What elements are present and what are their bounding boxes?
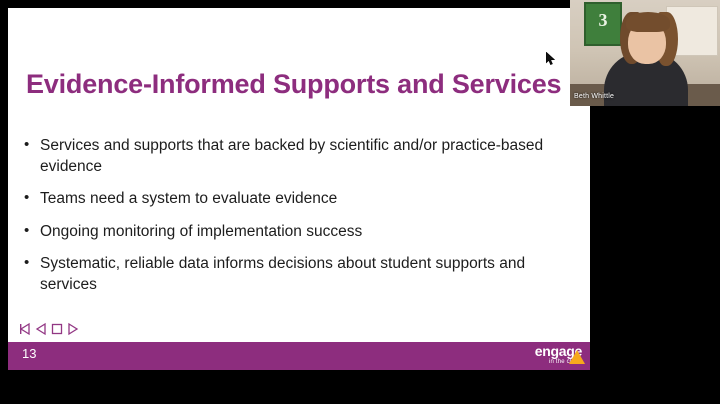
stop-icon[interactable] [50, 322, 64, 336]
next-slide-icon[interactable] [66, 322, 80, 336]
slide-bullet-list [22, 136, 578, 308]
slide-title: Evidence-Informed Supports and Services [26, 69, 562, 99]
avatar-hair-top [626, 12, 670, 32]
participant-name-label: Beth Whittle [574, 93, 615, 100]
slide-canvas[interactable] [8, 8, 590, 370]
mouse-cursor [546, 52, 556, 66]
previous-slide-icon[interactable] [34, 322, 48, 336]
slide-number: 13 [22, 346, 37, 361]
slide-navigation-controls[interactable] [18, 322, 80, 336]
first-slide-icon[interactable] [18, 322, 32, 336]
brand-triangle-icon [569, 350, 585, 364]
slide-footer-bar [8, 342, 590, 370]
list-item: • Services and supports that are backed by scientific and/or practice-based evidence [22, 136, 578, 177]
list-item: • Systematic, reliable data informs decisions about student supports and services [22, 254, 578, 295]
list-item: • Teams need a system to evaluate evidence [22, 189, 578, 210]
brand-name: engage [534, 343, 582, 359]
slide-content [8, 8, 590, 342]
brand-tagline: in the cloud [548, 359, 582, 365]
poster-number: 3 [598, 10, 608, 30]
list-item: • Ongoing monitoring of implementation success [22, 222, 578, 243]
webcam-panel[interactable] [570, 0, 720, 106]
wall-poster [584, 2, 622, 46]
